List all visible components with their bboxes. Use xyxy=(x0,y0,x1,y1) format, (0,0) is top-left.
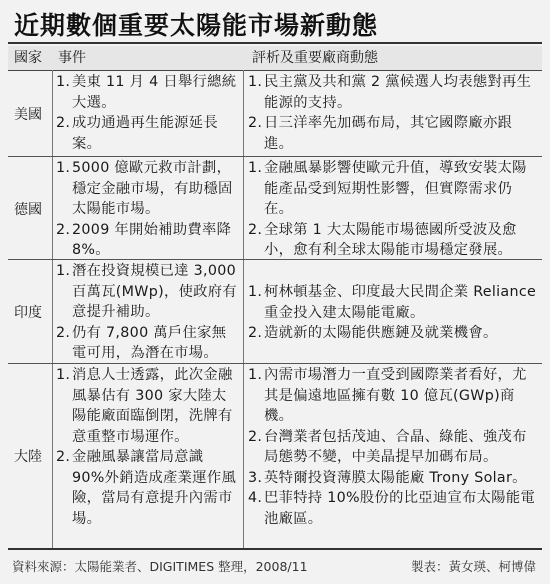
review-item: 1. 柯林頓基金、印度最大民間企業 Reliance 重金投入建太陽能電廠。 xyxy=(248,284,537,321)
country-india: 印度 xyxy=(14,305,42,321)
review-item: 1. 民主黨及共和黨 2 黨候選人均表態對再生能源的支持。 xyxy=(248,74,532,111)
reviews-germany xyxy=(248,158,540,261)
source-note: 資料來源：太陽能業者、DIGITIMES 整理，2008/11 xyxy=(12,559,308,574)
review-item: 2. 全球第 1 大太陽能市場德國所受波及愈小，愈有利全球太陽能市場穩定發展。 xyxy=(248,221,517,258)
events-usa xyxy=(56,72,238,154)
credit-note: 製表：黃女瑛、柯博偉 xyxy=(410,559,536,574)
events-china xyxy=(56,365,238,529)
footer-rule xyxy=(8,548,542,550)
column-divider-event xyxy=(243,70,244,549)
country-usa: 美國 xyxy=(14,107,42,123)
review-item: 4. 巴菲特持 10%股份的比亞迪宣布太陽能電池廠區。 xyxy=(248,490,536,527)
reviews-china xyxy=(248,365,540,529)
country-germany: 德國 xyxy=(14,202,42,218)
row-divider xyxy=(8,259,542,260)
event-item: 1. 美東 11 月 4 日舉行總統大選。 xyxy=(56,74,237,111)
header-review: 評析及重要廠商動態 xyxy=(252,50,378,66)
header-rule xyxy=(8,70,542,71)
review-item: 2. 日三洋率先加碼布局，其它國際廠亦跟進。 xyxy=(248,115,513,152)
review-item: 3. 英特爾投資薄膜太陽能廠 Trony Solar。 xyxy=(248,469,527,486)
page-title: 近期數個重要太陽能市場新動態 xyxy=(14,11,379,40)
header-event: 事件 xyxy=(58,50,86,66)
title-bar xyxy=(0,0,550,45)
event-item: 2. 成功通過再生能源延長案。 xyxy=(56,115,218,152)
review-item: 1. 金融風暴影響使歐元升值，導致安裝太陽能產品受到短期性影響，但實際需求仍在。 xyxy=(248,160,527,217)
event-item: 2. 仍有 7,800 萬戶住家無電可用，為潛在市場。 xyxy=(56,324,227,361)
header-country: 國家 xyxy=(14,50,42,66)
review-item: 2. 台灣業者包括茂迪、合晶、綠能、強茂布局態勢不變，中美晶提早加碼布局。 xyxy=(248,428,527,465)
event-item: 1. 消息人士透露，此次金融風暴估有 300 家大陸太陽能廠面臨倒閉，洗牌有意重整市場運作。 xyxy=(56,367,233,445)
events-germany xyxy=(56,158,238,261)
event-item: 1. 潛在投資規模已達 3,000 百萬瓦(MWp)，使政府有意提升補助。 xyxy=(56,263,237,320)
review-item: 1. 內需市場潛力一直受到國際業者看好，尤其是偏遠地區擁有數 10 億瓦(GWp)商機。 xyxy=(248,367,527,424)
event-item: 2. 金融風暴讓當局意識 90%外銷造成產業運作風險，當局有意提升內需市場。 xyxy=(56,449,237,527)
reviews-india xyxy=(248,282,540,344)
country-china: 大陸 xyxy=(14,449,42,465)
row-divider xyxy=(8,156,542,157)
title-rule xyxy=(8,42,542,44)
reviews-usa xyxy=(248,72,540,154)
events-india xyxy=(56,261,238,364)
column-divider-country xyxy=(52,70,53,549)
review-item: 2. 造就新的太陽能供應鏈及就業機會。 xyxy=(248,325,498,341)
event-item: 1. 5000 億歐元救市計劃，穩定金融市場，有助穩固太陽能市場。 xyxy=(56,160,233,217)
event-item: 2. 2009 年開始補助費率降 8%。 xyxy=(56,221,232,258)
row-divider xyxy=(8,363,542,364)
